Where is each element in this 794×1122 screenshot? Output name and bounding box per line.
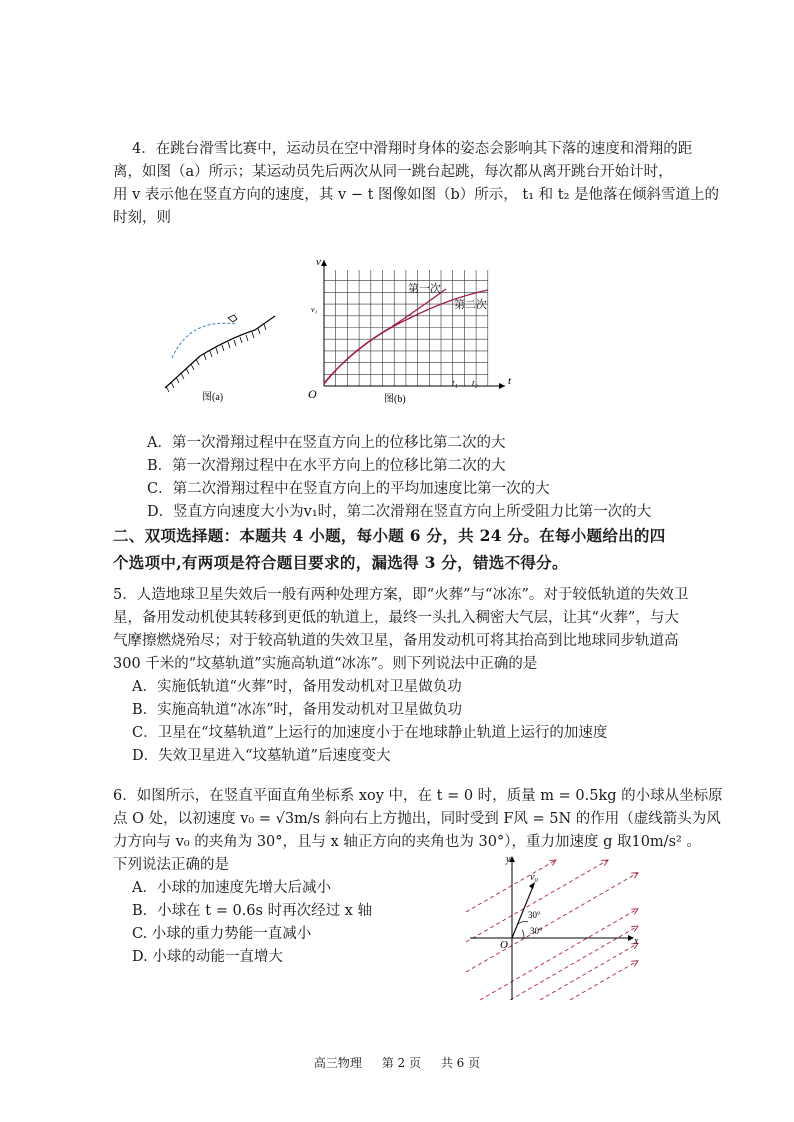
q6-option-b: B．小球在 t = 0.6s 时再次经过 x 轴 [132,903,372,919]
wind-lines [466,860,638,1000]
skier-icon [228,315,237,322]
section-2-line-1: 二、双项选择题：本题共 4 小题，每小题 6 分，共 24 分。在每小题给出的四 [113,526,666,545]
q5-line-1: 5．人造地球卫星失效后一般有两种处理方案，即“火葬”与“冰冻”。对于较低轨道的失效卫 [113,587,689,603]
q6-line-2: 点 O 处，以初速度 v₀ = √3m/s 斜向右上方抛出，同时受到 F风 = 5N 的作用（虚线箭头为风 [113,811,721,827]
figure-b [300,256,520,408]
figure-a-caption: 图(a) [202,392,224,403]
page-footer [0,1054,794,1071]
wind-line [540,943,638,1000]
q6-line-1: 6．如图所示，在竖直平面直角坐标系 xoy 中，在 t = 0 时，质量 m = 0.5kg 的小球从坐标原 [113,788,723,804]
q5-option-d: D．失效卫星进入“坟墓轨道”后速度变大 [132,748,391,764]
q4-option-a: A．第一次滑翔过程中在竖直方向上的位移比第二次的大 [147,435,506,451]
figure-b-caption: 图(b) [384,394,406,405]
axis-v-arrow-icon [321,260,327,266]
q5-option-b: B．实施高轨道“冰冻”时，备用发动机对卫星做负功 [132,702,462,718]
q6-line-4: 下列说法正确的是 [113,857,229,873]
fig-b-curve2-label: 第二次 [454,299,487,311]
fig-b-v-label: v [316,256,321,268]
q4-line-4: 时刻，则 [113,210,171,226]
q6-option-a: A．小球的加速度先增大后减小 [132,880,331,896]
figure-a [160,298,285,408]
q5-line-2: 星，备用发动机使其转移到更低的轨道上，最终一头扎入稠密大气层，让其“火葬”，与大 [113,610,679,626]
q6-line-3: 力方向与 v₀ 的夹角为 30°，且与 x 轴正方向的夹角也为 30°），重力加速度 g 取10m/s² 。 [113,834,701,850]
q6-fig-v0-label: v₀ [530,872,538,883]
footer-subject: 高三物理 [313,1056,362,1070]
q6-v0-arrow-icon [529,882,535,889]
wind-line [466,873,638,972]
q6-fig-x-label: x [634,936,639,947]
q6-fig-y-label: y [506,854,511,865]
fig-b-v1-label: v₁ [311,305,318,314]
q4-line-2: 离，如图（a）所示；某运动员先后两次从同一跳台起跳，每次都从离开跳台开始计时， [113,164,673,180]
q5-option-a: A．实施低轨道“火葬”时，备用发动机对卫星做负功 [132,679,462,695]
grid [324,270,488,386]
q6-fig-angle-1: 30° [528,910,541,920]
q4-option-c: C．第二次滑翔过程中在竖直方向上的平均加速度比第一次的大 [147,481,550,497]
wind-line [480,909,638,1000]
axis-t-arrow-icon [499,383,505,389]
footer-total: 共 6 页 [440,1056,481,1070]
wind-arrow-icon [549,860,556,866]
q5-option-c: C．卫星在“坟墓轨道”上运行的加速度小于在地球静止轨道上运行的加速度 [132,725,608,741]
wind-line [570,961,638,1000]
fig-b-curve1-label: 第一次 [408,283,441,295]
q5-line-4: 300 千米的“坟墓轨道”实施高轨道“冰冻”。则下列说法中正确的是 [113,656,538,672]
q6-option-c: C. 小球的重力势能一直减小 [132,926,312,942]
q4-line-1: 4．在跳台滑雪比赛中，运动员在空中滑翔时身体的姿态会影响其下落的速度和滑翔的距 [132,141,693,157]
q6-fig-angle-2: 30° [530,926,543,936]
q4-line-3: 用 v 表示他在竖直方向的速度，其 v − t 图像如图（b）所示， t₁ 和 t₂ 是他落在倾斜雪道上的 [113,187,720,203]
q4-option-d: D．竖直方向速度大小为v₁时，第二次滑翔在竖直方向上所受阻力比第一次的大 [147,504,652,520]
section-2-line-2: 个选项中,有两项是符合题目要求的，漏选得 3 分，错选不得分。 [113,553,568,572]
wind-line [510,926,638,1000]
q6-fig-origin: O [500,939,508,951]
q4-option-b: B．第一次滑翔过程中在水平方向上的位移比第二次的大 [147,458,506,474]
q5-line-3: 气摩擦燃烧殆尽；对于较高轨道的失效卫星，备用发动机可将其抬高到比地球同步轨道高 [113,633,679,649]
fig-b-t-label: t [508,375,512,387]
fig-b-origin: O [308,387,317,401]
curve-first [324,289,446,384]
figure-q6 [460,852,650,1004]
fig-b-t2-label: t₂ [472,378,478,388]
wind-line [466,860,556,912]
q6-option-d: D. 小球的动能一直增大 [132,949,283,965]
footer-page: 第 2 页 [381,1056,421,1070]
fig-b-t1-label: t₁ [452,378,458,388]
